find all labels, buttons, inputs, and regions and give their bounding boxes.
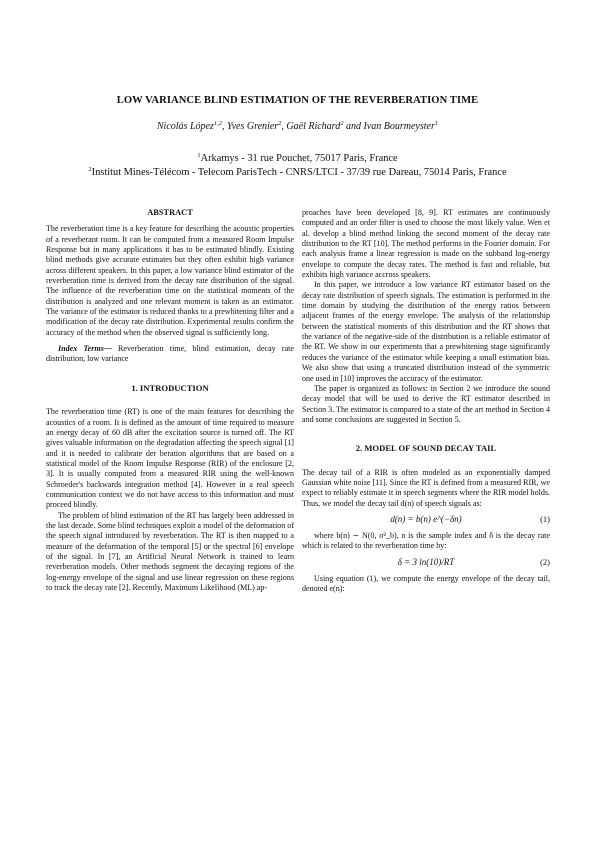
- index-terms: [46, 344, 294, 365]
- equation-2-body: δ = 3 ln(10)/RT: [397, 556, 455, 567]
- author-affil-mark: 1: [434, 120, 439, 127]
- affil-mark: 1: [197, 152, 201, 159]
- section-1-heading: 1. INTRODUCTION: [131, 382, 209, 393]
- equation-1: [302, 509, 550, 531]
- affil-text: Arkamys - 31 rue Pouchet, 75017 Paris, France: [200, 153, 398, 164]
- equation-1-body: d(n) = b(n) e^(−δn): [390, 513, 462, 524]
- author-name: Yves Grenier: [226, 121, 279, 132]
- abstract-heading: ABSTRACT: [147, 208, 193, 217]
- author-name: Gaël Richard: [286, 121, 341, 132]
- section-2-heading: 2. MODEL OF SOUND DECAY TAIL: [355, 443, 497, 454]
- affil-mark: 2: [88, 166, 92, 173]
- affil-text: Institut Mines-Télécom - Telecom ParisTech - CNRS/LTCI - 37/39 rue Dareau, 75014 Paris, France: [91, 167, 507, 178]
- intro-paragraph-4: The paper is organized as follows: in Section 2 we introduce the sound decay model that will be used to derive the RT estimator described in Section 3. The estimator is compared to a state of the art method in Section 4 and some conclusions are suggested in Section 5.: [302, 383, 550, 424]
- section-2-paragraph-2: where b(n) ∼ N(0, σ²_b), n is the sample index and δ is the decay rate which is related to the reverberation time by:: [302, 530, 550, 551]
- author-affil-mark: 2: [340, 120, 344, 127]
- author-affil-mark: 1,2: [213, 120, 222, 127]
- author-separator: ,: [281, 121, 287, 132]
- affiliation-1: [0, 152, 595, 164]
- author-separator: and: [343, 121, 364, 132]
- abstract-text: The reverberation time is a key feature for describing the acoustic properties of a reverberant room. It can be computed from a measured Room Impulse Response but in many applications it has to be estimated blindly. Existing blind methods give accurate estimates but they often exhibit high variance across different speakers. In this paper, a low variance blind estimator of the reverberation time is derived from the decay rate distribution of the signal. The influence of the reverberation time on the statistical moments of the distribution is analyzed and one relevant moment is taken as an estimator. The variance of the estimator is reduced thanks to a prewhitening filter and a modification of the decay rate distribution. Experimental results confirm the accuracy of the method when the observed signal is sufficiently long.: [46, 224, 294, 337]
- author-affil-mark: 2: [278, 120, 282, 127]
- author-name: Ivan Bourmeyster: [363, 121, 435, 132]
- author-separator: ,: [221, 121, 227, 132]
- section-2-paragraph-1: The decay tail of a RIR is often modeled as an exponentially damped Gaussian white noise [11]. Since the RT is defined from a measured RIR, we expect to reliably estimate it in speech segments where the RIR model holds. Thus, we model the decay tail d(n) of speech signals as:: [302, 467, 550, 508]
- intro-paragraph-3: In this paper, we introduce a low variance RT estimator based on the decay rate distribution of speech signals. The estimation is performed in the time domain by studying the distribution of the energy ratios between adjacent frames of the energy envelope. The analysis of the relationship between the statistical moments of this distribution and the RT shows that the variance of the negative-side of the distribution is a reliable estimator of the RT. We show in our experiments that a prewhitening stage significantly reduces the variance of the estimator while keeping a small estimation bias. We also show that using a truncated distribution instead of the symmetric one used in [10] improves the accuracy of the estimator.: [302, 280, 550, 383]
- author-list: [0, 120, 595, 132]
- index-terms-label: Index Terms—: [58, 344, 112, 354]
- intro-paragraph-1: The reverberation time (RT) is one of the main features for describing the acoustics of a room. It is defined as the amount of time required to measure an energy decay of 60 dB after the excitation source is turned off. The RT gives valuable information on the degradation affecting the speech signal [1] and it is needed to calibrate der beration algorithms that are based on a statistical model of the Room Impulse Response (RIR) of the enclosure [2, 3]. It is usually computed from a measured RIR using the well-known Schroeder's backwards integration method [4]. However in a real speech communication context we do not have access to this information and must proceed blindly.: [46, 407, 294, 510]
- intro-paragraph-2-cont: proaches have been developed [8, 9]. RT estimates are continuously computed and an order filter is used to choose the most likely value. Wen et al. develop a blind method linking the second moment of the decay rate distribution to the RT [10]. The method performs in the Fourier domain. For each analysis frame a linear regression is made on the subband log-energy envelope to compute the decay rates. The method is fast and reliable, but exhibits high variance accross speakers.: [302, 208, 550, 280]
- equation-2-number: (2): [540, 556, 550, 567]
- equation-2: [302, 552, 550, 574]
- index-terms-text: Reverberation time, blind estimation, decay rate distribution, low variance: [46, 344, 294, 364]
- paper-title: LOW VARIANCE BLIND ESTIMATION OF THE REVERBERATION TIME: [116, 95, 479, 106]
- intro-paragraph-2: The problem of blind estimation of the RT has largely been addressed in the last decade. Some blind techniques exploit a model of the deformation of the speech signal introduced by reverberation. The RT is then mapped to a measure of the deformation of the temporal [5] or the spectral [6] envelope of the signal. In [7], an Artificial Neural Network is trained to learn reverberation models. Other methods segment the decaying regions of the log-energy envelope of the signal and use linear regression on these regions to track the decay rate [2]. Recently, Maximum Likelihood (ML) ap-: [46, 510, 294, 592]
- left-column: [46, 208, 294, 593]
- affiliation-2: [0, 166, 595, 178]
- right-column: [302, 208, 550, 594]
- section-2-paragraph-3: Using equation (1), we compute the energy envelope of the decay tail, denoted e(n):: [302, 573, 550, 593]
- equation-1-number: (1): [540, 513, 550, 524]
- author-name: Nicolás López: [156, 121, 214, 132]
